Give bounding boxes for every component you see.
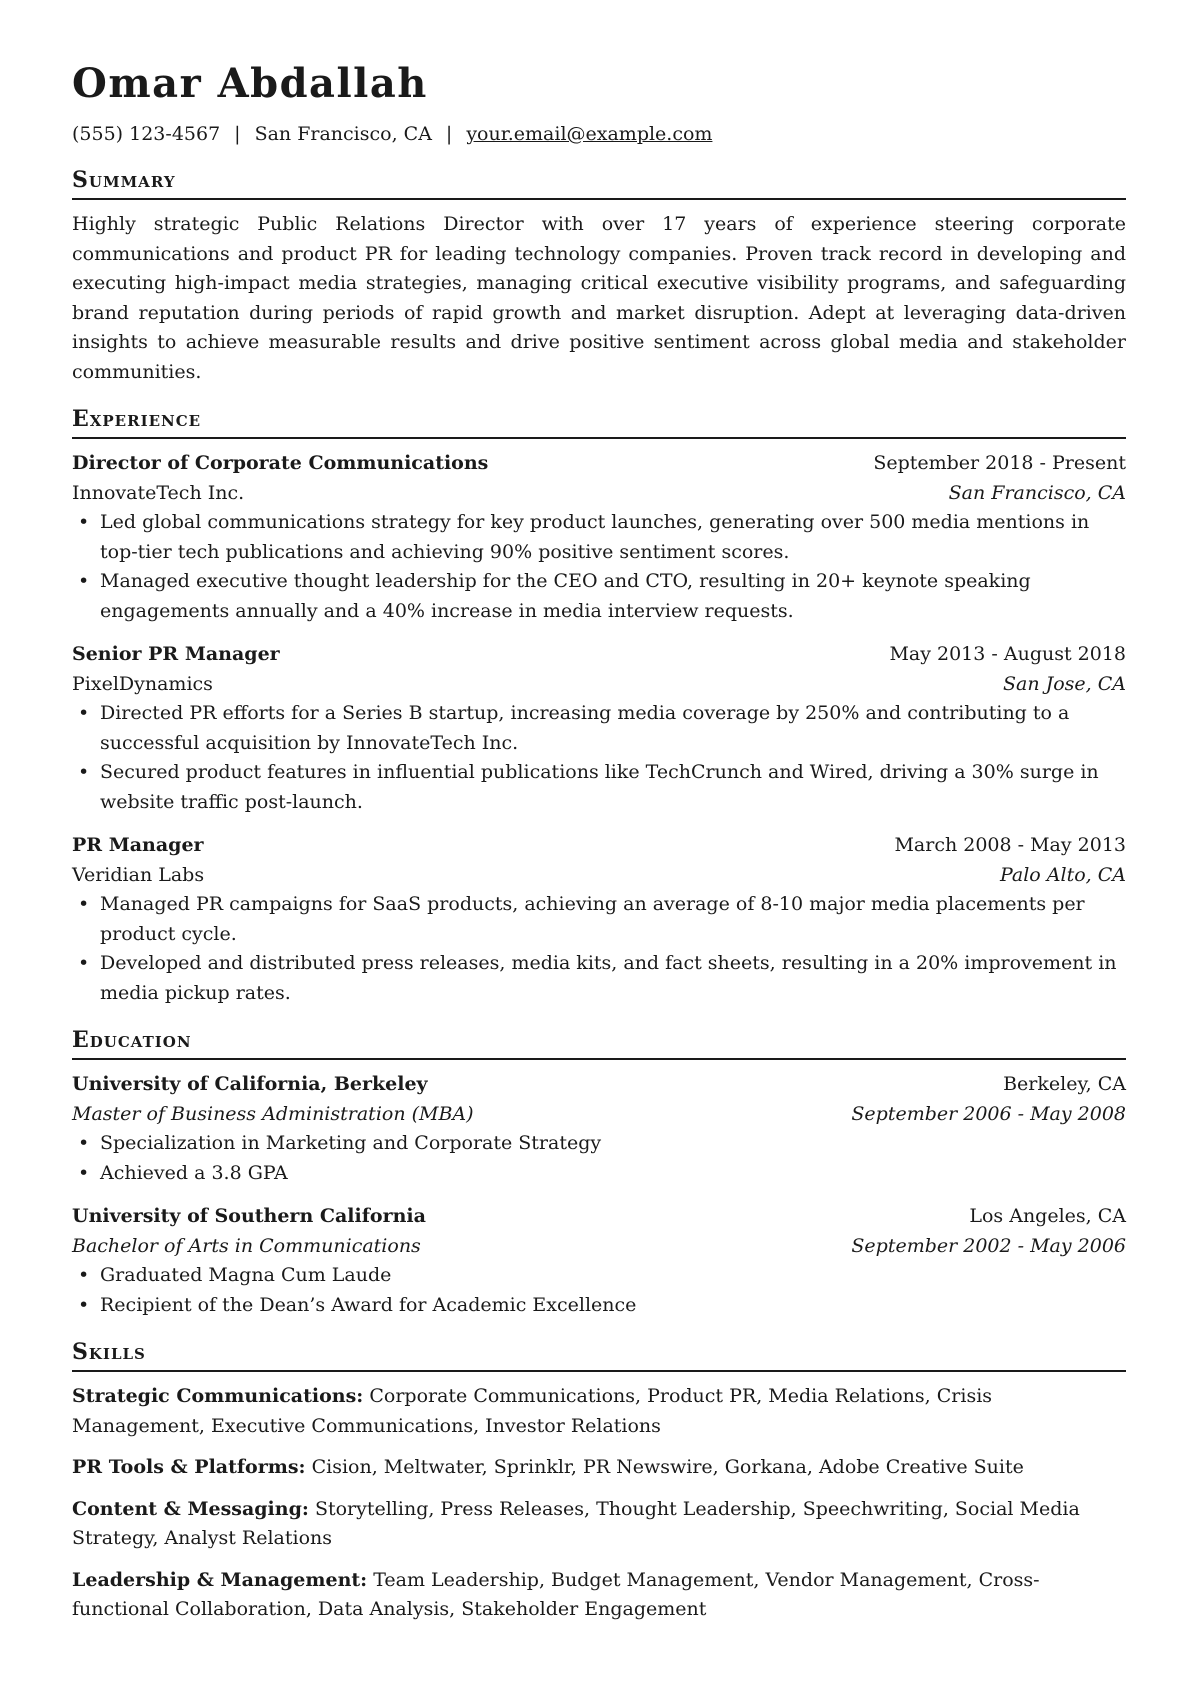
summary-section — [72, 166, 1126, 387]
school-bullets — [72, 1261, 1126, 1320]
school-entry — [72, 1070, 1126, 1188]
skill-group — [72, 1382, 1126, 1441]
section-title-skills: Skills — [72, 1338, 1126, 1372]
job-company: Veridian Labs — [72, 863, 205, 886]
school-dates: September 2002 - May 2006 — [851, 1234, 1126, 1257]
school-bullets — [72, 1129, 1126, 1188]
skill-label: Leadership & Management: — [72, 1568, 368, 1591]
skill-items: Corporate Communications, Product PR, Media Relations, Crisis Management, Executive Communications, Investor Relations — [72, 1385, 993, 1437]
bullet-item: • Directed PR efforts for a Series B startup, increasing media coverage by 250% and contributing to a successful acquisition by InnovateTech Inc. — [72, 699, 1126, 758]
skills-section — [72, 1338, 1126, 1625]
job-role: PR Manager — [72, 834, 204, 856]
bullet-item: • Achieved a 3.8 GPA — [72, 1159, 1126, 1189]
bullet-item: • Managed PR campaigns for SaaS products, achieving an average of 8-10 major media placements per product cycle. — [72, 890, 1126, 949]
skill-label: Content & Messaging: — [72, 1497, 309, 1520]
school-entry — [72, 1202, 1126, 1320]
job-location: San Francisco, CA — [948, 481, 1126, 504]
contact-line — [72, 120, 1126, 148]
experience-section — [72, 405, 1126, 1008]
bullet-item: • Secured product features in influential publications like TechCrunch and Wired, driving a 30% surge in website traffic post-launch. — [72, 758, 1126, 817]
degree: Bachelor of Arts in Communications — [72, 1234, 421, 1257]
job-company: PixelDynamics — [72, 672, 213, 695]
skill-items: Team Leadership, Budget Management, Vendor Management, Cross-functional Collaboration, Data Analysis, Stakeholder Engagement — [72, 1568, 1040, 1620]
degree: Master of Business Administration (MBA) — [72, 1102, 474, 1125]
bullet-item: • Graduated Magna Cum Laude — [72, 1261, 1126, 1291]
location: San Francisco, CA — [254, 123, 432, 145]
school-name: University of Southern California — [72, 1205, 426, 1227]
skill-items: Storytelling, Press Releases, Thought Leadership, Speechwriting, Social Media Strategy, Analyst Relations — [72, 1497, 1080, 1549]
job-role: Director of Corporate Communications — [72, 452, 489, 474]
candidate-name: Omar Abdallah — [72, 60, 428, 107]
bullet-item: • Recipient of the Dean’s Award for Academic Excellence — [72, 1291, 1126, 1321]
job-bullets — [72, 890, 1126, 1008]
skill-label: PR Tools & Platforms: — [72, 1456, 306, 1478]
school-location: Berkeley, CA — [1003, 1073, 1126, 1095]
bullet-item: • Specialization in Marketing and Corporate Strategy — [72, 1129, 1126, 1159]
phone-number: (555) 123-4567 — [72, 123, 221, 145]
job-location: Palo Alto, CA — [999, 863, 1126, 886]
job-dates: March 2008 - May 2013 — [894, 834, 1126, 856]
job-location: San Jose, CA — [1002, 672, 1126, 695]
skill-group — [72, 1566, 1126, 1625]
section-title-education: Education — [72, 1026, 1126, 1060]
email-link[interactable]: your.email@example.com — [466, 123, 713, 145]
skill-items: Cision, Meltwater, Sprinklr, PR Newswire, Gorkana, Adobe Creative Suite — [311, 1456, 1024, 1478]
summary-text: Highly strategic Public Relations Director with over 17 years of experience steering corporate communications and product PR for leading technology companies. Proven track record in developing and executing high-impact media strategies, managing critical executive visibility programs, and safeguarding brand reputation during periods of rapid growth and market disruption. Adept at leveraging data-driven insights to achieve measurable results and drive positive sentiment across global media and stakeholder communities. — [72, 213, 1126, 383]
job-dates: September 2018 - Present — [873, 452, 1126, 474]
bullet-item: • Developed and distributed press releases, media kits, and fact sheets, resulting in a 20% improvement in media pickup rates. — [72, 949, 1126, 1008]
school-location: Los Angeles, CA — [969, 1205, 1126, 1227]
section-title-experience: Experience — [72, 405, 1126, 439]
job-company: InnovateTech Inc. — [72, 481, 245, 504]
bullet-item: • Led global communications strategy for key product launches, generating over 500 media mentions in top-tier tech publications and achieving 90% positive sentiment scores. — [72, 508, 1126, 567]
education-section — [72, 1026, 1126, 1320]
job-role: Senior PR Manager — [72, 643, 280, 665]
school-name: University of California, Berkeley — [72, 1073, 428, 1095]
skill-group — [72, 1453, 1126, 1483]
resume-page — [72, 60, 1126, 1625]
job-entry — [72, 831, 1126, 1008]
contact-separator: | — [234, 123, 241, 145]
job-entry — [72, 449, 1126, 626]
job-entry — [72, 640, 1126, 817]
bullet-item: • Managed executive thought leadership for the CEO and CTO, resulting in 20+ keynote speaking engagements annually and a 40% increase in media interview requests. — [72, 567, 1126, 626]
job-dates: May 2013 - August 2018 — [889, 643, 1126, 665]
contact-separator: | — [445, 123, 453, 145]
section-title-summary: Summary — [72, 166, 1126, 200]
skill-label: Strategic Communications: — [72, 1385, 364, 1407]
skill-group — [72, 1495, 1126, 1554]
school-dates: September 2006 - May 2008 — [851, 1102, 1126, 1125]
job-bullets — [72, 699, 1126, 817]
job-bullets — [72, 508, 1126, 626]
